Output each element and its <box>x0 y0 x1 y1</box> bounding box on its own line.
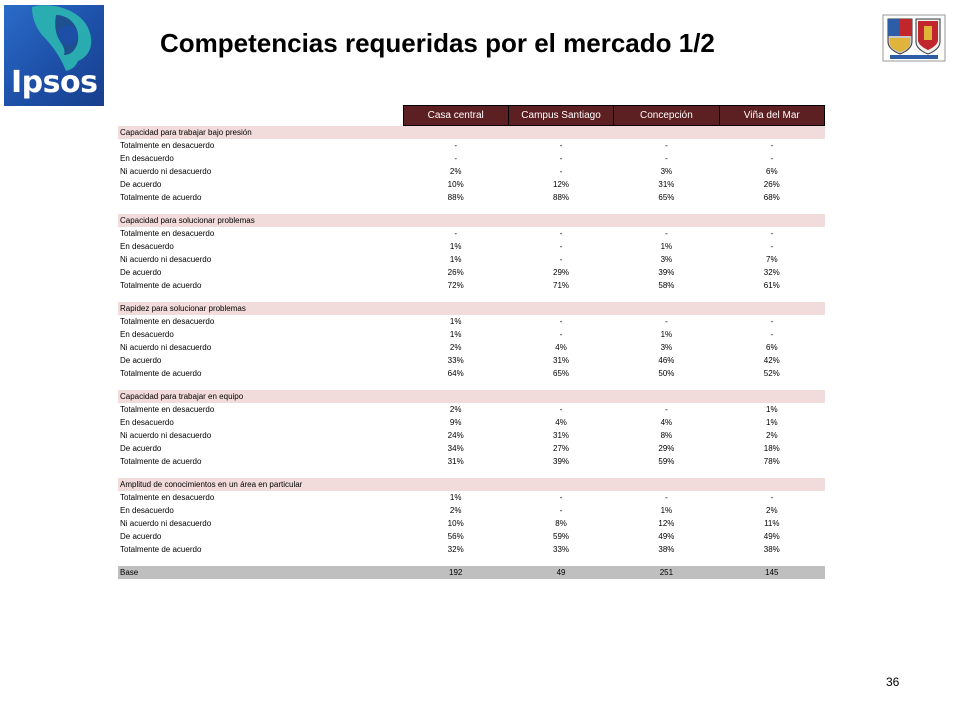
value-cell: 8% <box>660 431 673 440</box>
value-cell: 7% <box>766 255 778 264</box>
value-cell: 2% <box>766 506 778 515</box>
row-label: Totalmente en desacuerdo <box>120 141 215 150</box>
base-value-cell: 251 <box>614 566 719 579</box>
section-filler-cell <box>508 214 613 227</box>
value-cell: - <box>770 242 774 251</box>
section-filler-cell <box>719 126 824 140</box>
value-cell: 1% <box>660 242 673 251</box>
base-value-cell: 145 <box>719 566 824 579</box>
table-row <box>118 367 825 380</box>
page-number: 36 <box>886 675 900 689</box>
value-cell: - <box>770 154 774 163</box>
value-cell: - <box>559 255 563 264</box>
section-filler-cell <box>614 478 719 491</box>
spacer-cell <box>118 556 825 566</box>
value-cell: 1% <box>449 242 462 251</box>
value-cell: 26% <box>447 268 464 277</box>
section-title: Rapidez para solucionar problemas <box>118 302 403 315</box>
university-crest-icon <box>882 14 946 62</box>
section-filler-cell <box>403 214 508 227</box>
value-cell: - <box>665 141 668 150</box>
section-filler-cell <box>403 302 508 315</box>
value-cell: 46% <box>658 356 675 365</box>
value-cell: 10% <box>447 519 464 528</box>
value-cell: 61% <box>763 281 780 290</box>
value-cell: - <box>770 330 774 339</box>
value-cell: 31% <box>553 356 570 365</box>
value-cell: - <box>665 229 668 238</box>
section-title: Capacidad para trabajar en equipo <box>118 390 403 403</box>
row-label: Totalmente de acuerdo <box>120 193 202 202</box>
base-value-cell: 192 <box>403 566 508 579</box>
value-cell: 27% <box>553 444 570 453</box>
row-label: De acuerdo <box>120 180 162 189</box>
value-cell: - <box>559 229 563 238</box>
section-title: Capacidad para solucionar problemas <box>118 214 403 227</box>
value-cell: 38% <box>763 545 780 554</box>
row-label: En desacuerdo <box>120 154 174 163</box>
section-filler-cell <box>403 478 508 491</box>
section-filler-cell <box>614 126 719 140</box>
table-row <box>118 504 825 517</box>
row-label: De acuerdo <box>120 444 162 453</box>
section-filler-cell <box>614 390 719 403</box>
table-row <box>118 442 825 455</box>
section-filler-cell <box>719 390 824 403</box>
section-filler-cell <box>403 390 508 403</box>
value-cell: - <box>665 405 668 414</box>
row-label: De acuerdo <box>120 268 162 277</box>
value-cell: 1% <box>660 330 673 339</box>
table-row <box>118 165 825 178</box>
table-row <box>118 227 825 240</box>
row-label: Totalmente en desacuerdo <box>120 405 215 414</box>
value-cell: 12% <box>658 519 675 528</box>
section-filler-cell <box>508 126 613 140</box>
value-cell: 68% <box>763 193 780 202</box>
value-cell: - <box>559 154 563 163</box>
row-label: Ni acuerdo ni desacuerdo <box>120 343 212 352</box>
value-cell: 88% <box>447 193 464 202</box>
value-cell: 6% <box>766 167 778 176</box>
value-cell: 58% <box>658 281 675 290</box>
value-cell: 38% <box>658 545 675 554</box>
section-header-row <box>118 302 825 315</box>
value-cell: - <box>559 242 563 251</box>
section-filler-cell <box>719 302 824 315</box>
table-row <box>118 240 825 253</box>
value-cell: 34% <box>447 444 464 453</box>
spacer-cell <box>118 204 825 214</box>
table-row <box>118 266 825 279</box>
value-cell: 2% <box>766 431 778 440</box>
row-label: Totalmente en desacuerdo <box>120 493 215 502</box>
spacer-cell <box>118 292 825 302</box>
table-body <box>118 126 825 580</box>
value-cell: 64% <box>447 369 464 378</box>
value-cell: 3% <box>660 343 673 352</box>
value-cell: - <box>559 317 563 326</box>
row-label: Totalmente de acuerdo <box>120 369 202 378</box>
value-cell: - <box>665 154 668 163</box>
value-cell: - <box>559 141 563 150</box>
value-cell: - <box>665 317 668 326</box>
section-filler-cell <box>614 302 719 315</box>
value-cell: 1% <box>449 330 462 339</box>
spacer-row <box>118 204 825 214</box>
value-cell: 26% <box>763 180 780 189</box>
value-cell: 12% <box>553 180 570 189</box>
ipsos-logo <box>4 5 104 106</box>
row-label: Totalmente en desacuerdo <box>120 229 215 238</box>
section-filler-cell <box>508 390 613 403</box>
section-title: Amplitud de conocimientos en un área en particular <box>118 478 403 491</box>
value-cell: 2% <box>449 343 462 352</box>
column-header: Concepción <box>614 106 719 126</box>
row-label: Totalmente de acuerdo <box>120 545 202 554</box>
base-label: Base <box>118 566 403 579</box>
table-row <box>118 403 825 416</box>
value-cell: 1% <box>449 493 462 502</box>
table-row <box>118 315 825 328</box>
column-header: Viña del Mar <box>719 106 824 126</box>
value-cell: 49% <box>763 532 780 541</box>
value-cell: - <box>454 229 458 238</box>
value-cell: 39% <box>658 268 675 277</box>
value-cell: 71% <box>553 281 570 290</box>
base-row <box>118 566 825 579</box>
row-label: En desacuerdo <box>120 418 174 427</box>
value-cell: 24% <box>447 431 464 440</box>
value-cell: 4% <box>660 418 673 427</box>
value-cell: - <box>770 229 774 238</box>
value-cell: 32% <box>763 268 780 277</box>
section-header-row <box>118 478 825 491</box>
table-row <box>118 543 825 556</box>
row-label: Totalmente de acuerdo <box>120 281 202 290</box>
section-header-row <box>118 390 825 403</box>
row-label: Ni acuerdo ni desacuerdo <box>120 167 212 176</box>
value-cell: - <box>454 141 458 150</box>
table-row <box>118 341 825 354</box>
value-cell: 31% <box>658 180 675 189</box>
value-cell: 33% <box>553 545 570 554</box>
value-cell: 49% <box>658 532 675 541</box>
table-row <box>118 455 825 468</box>
value-cell: 50% <box>658 369 675 378</box>
value-cell: - <box>559 167 563 176</box>
value-cell: 1% <box>766 418 778 427</box>
spacer-row <box>118 556 825 566</box>
value-cell: 33% <box>447 356 464 365</box>
value-cell: 29% <box>658 444 675 453</box>
section-filler-cell <box>614 214 719 227</box>
value-cell: 88% <box>553 193 570 202</box>
page-title: Competencias requeridas por el mercado 1/2 <box>160 28 715 58</box>
value-cell: 3% <box>660 167 673 176</box>
value-cell: 8% <box>555 519 567 528</box>
table-row <box>118 139 825 152</box>
table-row <box>118 178 825 191</box>
row-label: En desacuerdo <box>120 506 174 515</box>
row-label: De acuerdo <box>120 356 162 365</box>
value-cell: 18% <box>763 444 780 453</box>
competencias-table <box>118 105 825 579</box>
spacer-row <box>118 468 825 478</box>
section-filler-cell <box>403 126 508 140</box>
spacer-cell <box>118 380 825 390</box>
section-filler-cell <box>719 214 824 227</box>
row-label: Ni acuerdo ni desacuerdo <box>120 255 212 264</box>
value-cell: 39% <box>553 457 570 466</box>
value-cell: - <box>559 405 563 414</box>
row-label: Totalmente de acuerdo <box>120 457 202 466</box>
value-cell: 1% <box>766 405 778 414</box>
value-cell: 11% <box>764 519 780 528</box>
value-cell: 59% <box>658 457 675 466</box>
row-label: De acuerdo <box>120 532 162 541</box>
table-row <box>118 416 825 429</box>
value-cell: 4% <box>555 418 567 427</box>
table-row <box>118 279 825 292</box>
value-cell: 1% <box>660 506 673 515</box>
value-cell: - <box>454 154 458 163</box>
row-label: En desacuerdo <box>120 242 174 251</box>
value-cell: - <box>770 141 774 150</box>
section-title: Capacidad para trabajar bajo presión <box>118 126 403 140</box>
value-cell: 65% <box>658 193 675 202</box>
table-row <box>118 354 825 367</box>
value-cell: 78% <box>763 457 780 466</box>
header-blank-cell <box>118 106 403 126</box>
row-label: Ni acuerdo ni desacuerdo <box>120 431 212 440</box>
value-cell: 10% <box>447 180 464 189</box>
table-row <box>118 530 825 543</box>
spacer-row <box>118 380 825 390</box>
value-cell: 72% <box>447 281 464 290</box>
logo-text: Ipsos <box>11 65 98 100</box>
value-cell: 29% <box>553 268 570 277</box>
value-cell: - <box>770 493 774 502</box>
table-header-row <box>118 106 825 126</box>
table-row <box>118 152 825 165</box>
value-cell: 9% <box>449 418 462 427</box>
base-value-cell: 49 <box>508 566 613 579</box>
value-cell: 2% <box>449 405 462 414</box>
table-row <box>118 253 825 266</box>
spacer-cell <box>118 468 825 478</box>
value-cell: 3% <box>660 255 673 264</box>
section-filler-cell <box>508 302 613 315</box>
value-cell: 31% <box>553 431 570 440</box>
value-cell: - <box>770 317 774 326</box>
value-cell: 59% <box>553 532 570 541</box>
value-cell: 4% <box>555 343 567 352</box>
section-filler-cell <box>719 478 824 491</box>
value-cell: 32% <box>447 545 464 554</box>
section-header-row <box>118 126 825 140</box>
value-cell: 42% <box>763 356 780 365</box>
value-cell: 52% <box>763 369 780 378</box>
value-cell: 1% <box>449 255 462 264</box>
column-header: Campus Santiago <box>508 106 613 126</box>
table-row <box>118 429 825 442</box>
row-label: Totalmente en desacuerdo <box>120 317 215 326</box>
value-cell: - <box>559 506 563 515</box>
table-row <box>118 328 825 341</box>
section-header-row <box>118 214 825 227</box>
section-filler-cell <box>508 478 613 491</box>
value-cell: 2% <box>449 506 462 515</box>
table-row <box>118 491 825 504</box>
value-cell: - <box>559 330 563 339</box>
row-label: En desacuerdo <box>120 330 174 339</box>
spacer-row <box>118 292 825 302</box>
column-header: Casa central <box>403 106 508 126</box>
row-label: Ni acuerdo ni desacuerdo <box>120 519 212 528</box>
value-cell: 2% <box>449 167 462 176</box>
value-cell: 65% <box>553 369 570 378</box>
value-cell: 56% <box>447 532 464 541</box>
value-cell: 31% <box>447 457 464 466</box>
table-row <box>118 191 825 204</box>
table-row <box>118 517 825 530</box>
value-cell: - <box>665 493 668 502</box>
value-cell: 6% <box>766 343 778 352</box>
value-cell: - <box>559 493 563 502</box>
value-cell: 1% <box>449 317 462 326</box>
